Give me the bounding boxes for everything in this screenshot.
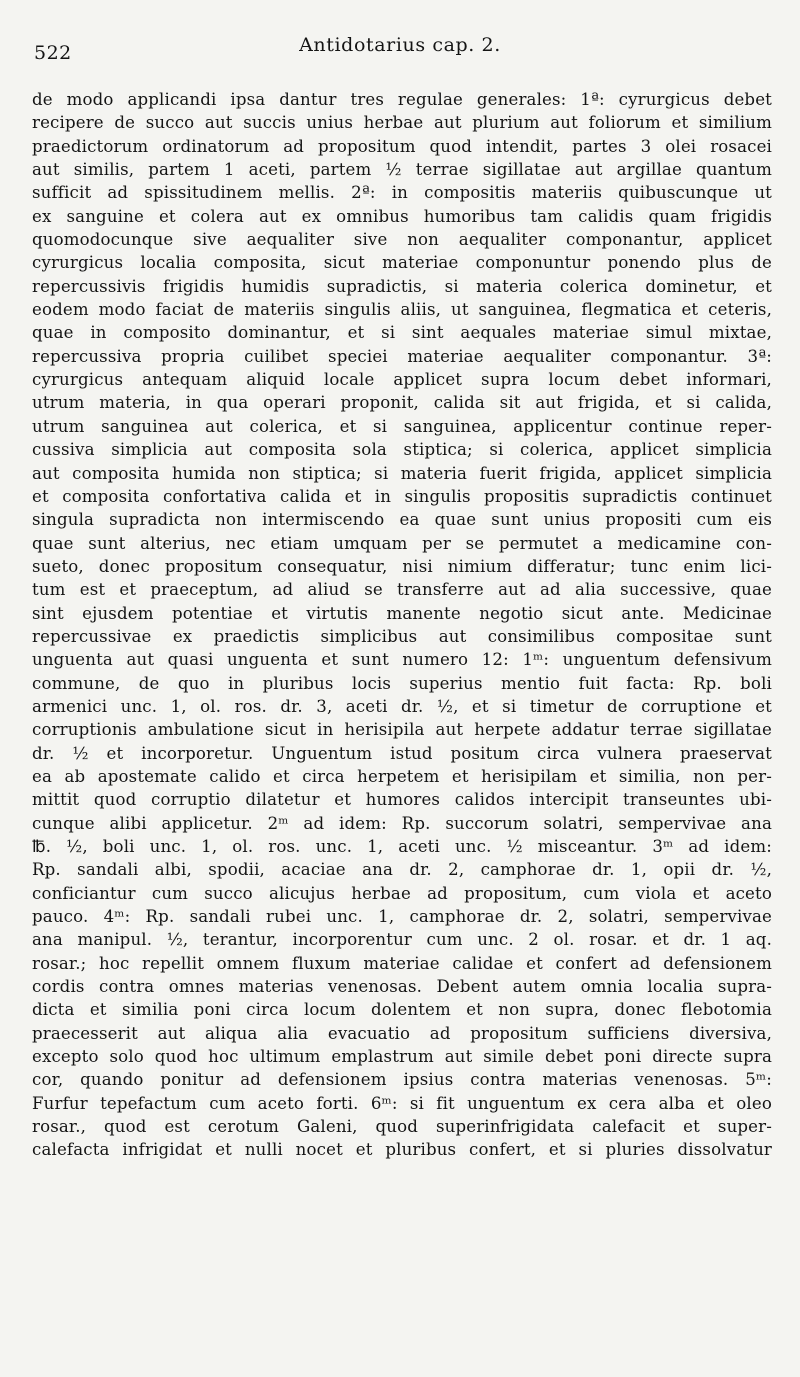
text-line: pauco. 4ᵐ: Rp. sandali rubei unc. 1, camphorae dr. 2, solatri, sempervivae xyxy=(32,907,772,927)
text-line: praedictorum ordinatorum ad propositum quod intendit, partes 3 olei rosacei xyxy=(32,136,772,156)
text-line: praecesserit aut aliqua alia evacuatio ad propositum sufficiens diversiva, xyxy=(32,1023,772,1043)
text-line: Rp. sandali albi, spodii, acaciae ana dr. 2, camphorae dr. 1, opii dr. ½, xyxy=(32,860,772,880)
text-line: calefacta infrigidat et nulli nocet et pluribus confert, et si pluries dissolvatur xyxy=(32,1140,772,1160)
text-line: cunque alibi applicetur. 2ᵐ ad idem: Rp. succorum solatri, sempervivae ana xyxy=(32,813,772,833)
body-text xyxy=(32,88,772,1162)
text-line: conficiantur cum succo alicujus herbae ad propositum, cum viola et aceto xyxy=(32,883,772,903)
text-line: ea ab apostemate calido et circa herpetem et herisipilam et similia, non per- xyxy=(32,766,772,786)
text-line: quomodocunque sive aequaliter sive non aequaliter componantur, applicet xyxy=(32,230,772,250)
text-line: sint ejusdem potentiae et virtutis manente negotio sicut ante. Medicinae xyxy=(32,603,772,623)
text-line: cyrurgicus localia composita, sicut materiae componuntur ponendo plus de xyxy=(32,253,772,273)
text-line: eodem modo faciat de materiis singulis aliis, ut sanguinea, flegmatica et ceteris, xyxy=(32,300,772,320)
text-line: cussiva simplicia aut composita sola stiptica; si colerica, applicet simplicia xyxy=(32,440,772,460)
text-line: commune, de quo in pluribus locis superius mentio fuit facta: Rp. boli xyxy=(32,673,772,693)
text-line: repercussiva propria cuilibet speciei materiae aequaliter componantur. 3ª: xyxy=(32,346,772,366)
text-line: armenici unc. 1, ol. ros. dr. 3, aceti dr. ½, et si timetur de corruptione et xyxy=(32,696,772,716)
page-number: 522 xyxy=(34,42,72,64)
text-line: dicta et similia poni circa locum dolentem et non supra, donec flebotomia xyxy=(32,1000,772,1020)
text-line: excepto solo quod hoc ultimum emplastrum aut simile debet poni directe supra xyxy=(32,1047,772,1067)
text-line: repercussivis frigidis humidis supradictis, si materia colerica dominetur, et xyxy=(32,276,772,296)
text-line: repercussivae ex praedictis simplicibus aut consimilibus compositae sunt xyxy=(32,626,772,646)
page-header xyxy=(34,34,766,64)
text-line: quae in composito dominantur, et si sint aequales materiae simul mixtae, xyxy=(32,323,772,343)
text-line: quae sunt alterius, nec etiam umquam per se permutet a medicamine con- xyxy=(32,533,772,553)
text-line: utrum sanguinea aut colerica, et si sanguinea, applicentur continue reper- xyxy=(32,416,772,436)
text-line: aut composita humida non stiptica; si materia fuerit frigida, applicet simplicia xyxy=(32,463,772,483)
text-line: cor, quando ponitur ad defensionem ipsius contra materias venenosas. 5ᵐ: xyxy=(32,1070,772,1090)
text-line: recipere de succo aut succis unius herbae aut plurium aut foliorum et similium xyxy=(32,113,772,133)
text-line: tum est et praeceptum, ad aliud se transferre aut ad alia successive, quae xyxy=(32,580,772,600)
text-line: unguenta aut quasi unguenta et sunt numero 12: 1ᵐ: unguentum defensivum xyxy=(32,650,772,670)
text-line: rosar.; hoc repellit omnem fluxum materiae calidae et confert ad defensionem xyxy=(32,953,772,973)
running-head: Antidotarius cap. 2. xyxy=(299,34,501,56)
text-line: et composita confortativa calida et in singulis propositis supradictis continuet xyxy=(32,486,772,506)
text-line: sufficit ad spissitudinem mellis. 2ª: in compositis materiis quibuscunque ut xyxy=(32,183,772,203)
text-line: de modo applicandi ipsa dantur tres regulae generales: 1ª: cyrurgicus debet xyxy=(32,90,772,109)
text-line: rosar., quod est cerotum Galeni, quod superinfrigidata calefacit et super- xyxy=(32,1117,772,1137)
text-line: ana manipul. ½, terantur, incorporentur cum unc. 2 ol. rosar. et dr. 1 aq. xyxy=(32,930,772,950)
text-line: utrum materia, in qua operari proponit, calida sit aut frigida, et si calida, xyxy=(32,393,772,413)
text-line: ex sanguine et colera aut ex omnibus humoribus tam calidis quam frigidis xyxy=(32,206,772,226)
text-line: singula supradicta non intermiscendo ea quae sunt unius propositi cum eis xyxy=(32,510,772,530)
text-line: cyrurgicus antequam aliquid locale applicet supra locum debet informari, xyxy=(32,370,772,390)
text-line: sueto, donec propositum consequatur, nisi nimium differatur; tunc enim lici- xyxy=(32,556,772,576)
text-line: corruptionis ambulatione sicut in herisipila aut herpete addatur terrae sigillatae xyxy=(32,720,772,740)
text-line: mittit quod corruptio dilatetur et humores calidos intercipit transeuntes ubi- xyxy=(32,790,772,810)
text-line: dr. ½ et incorporetur. Unguentum istud positum circa vulnera praeservat xyxy=(32,743,772,763)
text-line: ℔. ½, boli unc. 1, ol. ros. unc. 1, aceti unc. ½ misceantur. 3ᵐ ad idem: xyxy=(32,837,772,856)
text-line: Furfur tepefactum cum aceto forti. 6ᵐ: si fit unguentum ex cera alba et oleo xyxy=(32,1093,772,1113)
text-line: cordis contra omnes materias venenosas. Debent autem omnia localia supra- xyxy=(32,977,772,997)
text-line: aut similis, partem 1 aceti, partem ½ terrae sigillatae aut argillae quantum xyxy=(32,160,772,180)
